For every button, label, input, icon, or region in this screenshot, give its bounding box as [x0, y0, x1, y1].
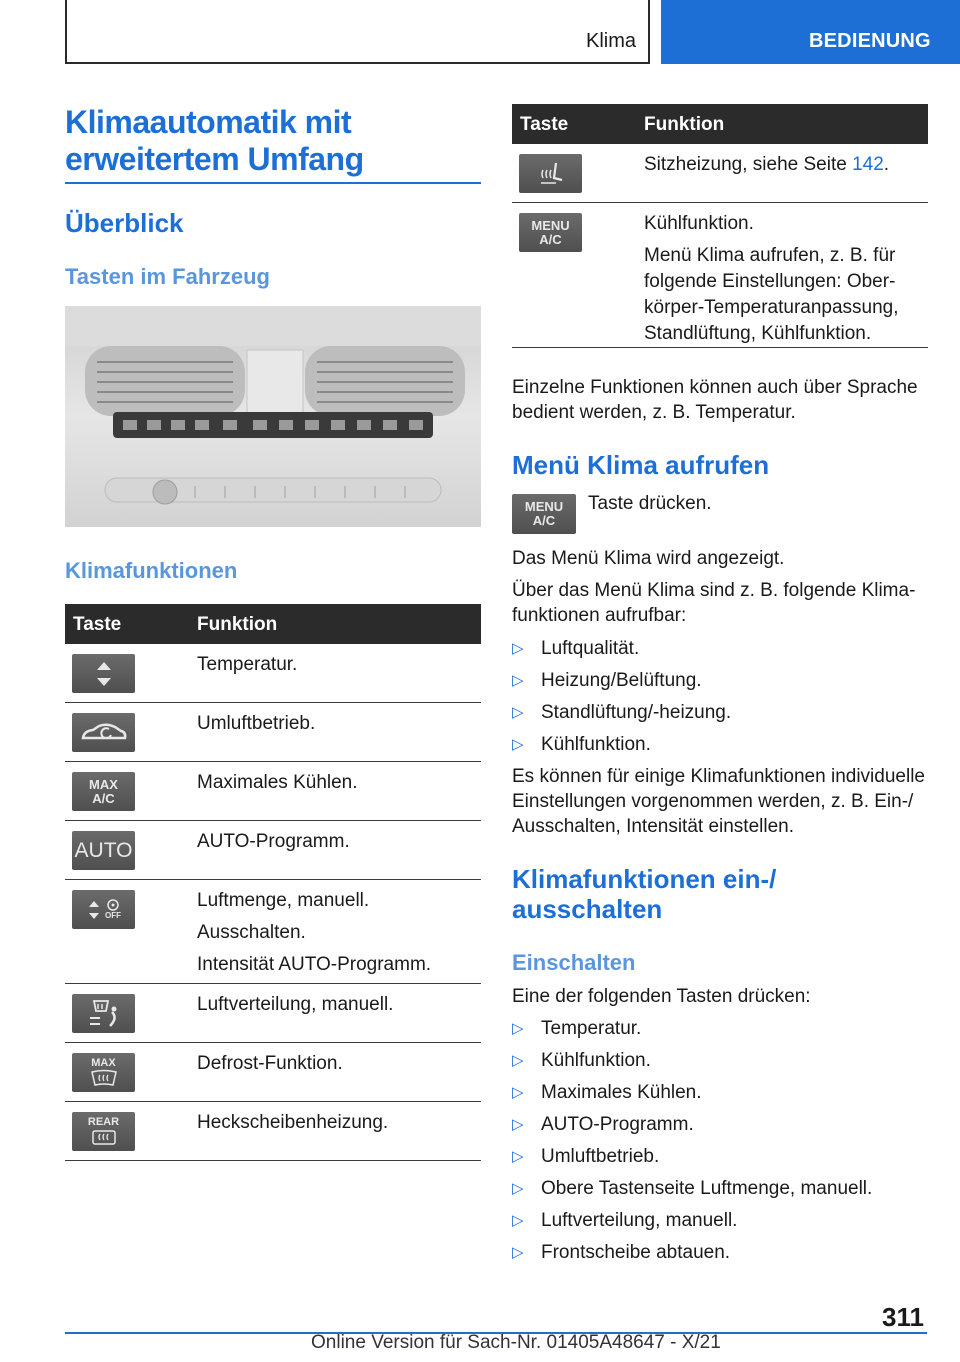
function-text: Luftverteilung, manuell.	[197, 994, 394, 1015]
table-header	[512, 104, 928, 144]
list-item: ▷ Umluftbetrieb.	[512, 1146, 660, 1167]
menu-instruction: Taste drücken.	[588, 493, 712, 514]
page-title: Klimaautomatik mit erweitertem Umfang	[65, 104, 364, 177]
triangle-bullet-icon: ▷	[512, 1084, 524, 1101]
triangle-bullet-icon: ▷	[512, 704, 524, 721]
menu-function-list	[512, 636, 932, 764]
functions-heading: Klimafunktionen	[65, 558, 238, 583]
function-text: Maximales Kühlen.	[197, 772, 358, 793]
table-row	[65, 821, 481, 880]
table-row	[65, 880, 481, 984]
list-item: ▷ Obere Tastenseite Luftmenge, manuell.	[512, 1178, 873, 1199]
menu-ac-icon: MENU A/C	[512, 494, 576, 534]
triangle-bullet-icon: ▷	[512, 1148, 524, 1165]
auto-icon: AUTO	[72, 831, 135, 870]
triangle-bullet-icon: ▷	[512, 672, 524, 689]
triangle-bullet-icon: ▷	[512, 1244, 524, 1261]
triangle-bullet-icon: ▷	[512, 1212, 524, 1229]
temperature-arrows-icon	[72, 654, 135, 693]
list-item: ▷ Frontscheibe abtauen.	[512, 1242, 731, 1263]
table-row	[65, 984, 481, 1043]
footer-text: Online Version für Sach-Nr. 01405A48647 - X/21	[311, 1332, 721, 1353]
switch-on-list	[512, 1016, 932, 1272]
menu-ac-icon: MENU A/C	[519, 213, 582, 252]
menu-shown-text: Das Menü Klima wird angezeigt.	[512, 548, 785, 569]
function-text: Temperatur.	[197, 654, 298, 675]
table-row	[65, 1102, 481, 1161]
function-text: AUTO-Programm.	[197, 831, 350, 852]
triangle-bullet-icon: ▷	[512, 1020, 524, 1037]
onoff-heading: Klimafunktionen ein-/ ausschalten	[512, 864, 777, 924]
function-text: Defrost-Funktion.	[197, 1053, 343, 1074]
triangle-bullet-icon: ▷	[512, 1180, 524, 1197]
function-text: Umluftbetrieb.	[197, 713, 316, 734]
function-text: Heckscheibenheizung.	[197, 1112, 389, 1133]
fan-off-icon: OFF	[72, 890, 135, 929]
title-rule	[65, 182, 481, 184]
col-function-header: Funktion	[197, 614, 278, 635]
list-item: ▷ Luftverteilung, manuell.	[512, 1210, 738, 1231]
switch-on-heading: Einschalten	[512, 950, 636, 975]
table-header	[65, 604, 481, 644]
triangle-bullet-icon: ▷	[512, 736, 524, 753]
function-text: Luftmenge, manuell. Ausschalten. Intensität AUTO-Programm.	[197, 890, 432, 975]
overview-heading: Überblick	[65, 208, 184, 238]
table-row	[65, 703, 481, 762]
triangle-bullet-icon: ▷	[512, 1052, 524, 1069]
climate-panel-photo	[65, 306, 481, 527]
page-number: 311	[882, 1302, 924, 1332]
voice-note: Einzelne Funktionen können auch über Sprache bedient werden, z. B. Temperatur.	[512, 377, 918, 423]
menu-heading: Menü Klima aufrufen	[512, 450, 770, 480]
table-row	[512, 203, 928, 348]
rear-window-heat-icon: REAR	[72, 1112, 135, 1151]
triangle-bullet-icon: ▷	[512, 640, 524, 657]
recirculation-car-icon	[72, 713, 135, 752]
individual-settings-note: Es können für einige Klimafunktionen individuelle Einstellungen vorgenommen werden, z. B. Ein-/ Ausschalten, Intensität einstellen.	[512, 766, 925, 837]
defrost-icon: MAX	[72, 1053, 135, 1092]
list-item: ▷ AUTO-Programm.	[512, 1114, 694, 1135]
list-item: ▷ Kühlfunktion.	[512, 734, 651, 755]
table-row	[65, 1043, 481, 1102]
seat-heating-icon	[519, 154, 582, 193]
table-row	[65, 762, 481, 821]
switch-on-intro: Eine der folgenden Tasten drücken:	[512, 986, 811, 1007]
table-row	[512, 144, 928, 203]
buttons-heading: Tasten im Fahrzeug	[65, 264, 270, 289]
header-chapter-label: BEDIENUNG	[809, 30, 931, 52]
function-text: Sitzheizung, siehe Seite 142.	[644, 154, 890, 175]
air-distribution-icon	[72, 994, 135, 1033]
functions-table	[65, 604, 481, 1161]
menu-intro: Über das Menü Klima sind z. B. folgende Klimafunktionen aufrufbar:	[512, 580, 916, 626]
function-text: Kühlfunktion. Menü Klima aufrufen, z. B. für folgende Einstellungen: Oberkörper-Temperaturanpassung, Standlüftung, Kühlfunktion.	[644, 213, 899, 344]
list-item: ▷ Standlüftung/-heizung.	[512, 702, 732, 723]
max-ac-icon: MAX A/C	[72, 772, 135, 811]
functions-table-continued	[512, 104, 928, 348]
page-reference-link[interactable]: 142	[852, 154, 884, 175]
list-item: ▷ Temperatur.	[512, 1018, 642, 1039]
col-key-header: Taste	[73, 614, 122, 635]
list-item: ▷ Heizung/Belüftung.	[512, 670, 702, 691]
col-function-header: Funktion	[644, 114, 725, 135]
table-row	[65, 644, 481, 703]
list-item: ▷ Maximales Kühlen.	[512, 1082, 702, 1103]
col-key-header: Taste	[520, 114, 569, 135]
header-chapter-tab	[661, 0, 960, 64]
header-section-label: Klima	[585, 30, 636, 52]
list-item: ▷ Luftqualität.	[512, 638, 640, 659]
list-item: ▷ Kühlfunktion.	[512, 1050, 651, 1071]
triangle-bullet-icon: ▷	[512, 1116, 524, 1133]
